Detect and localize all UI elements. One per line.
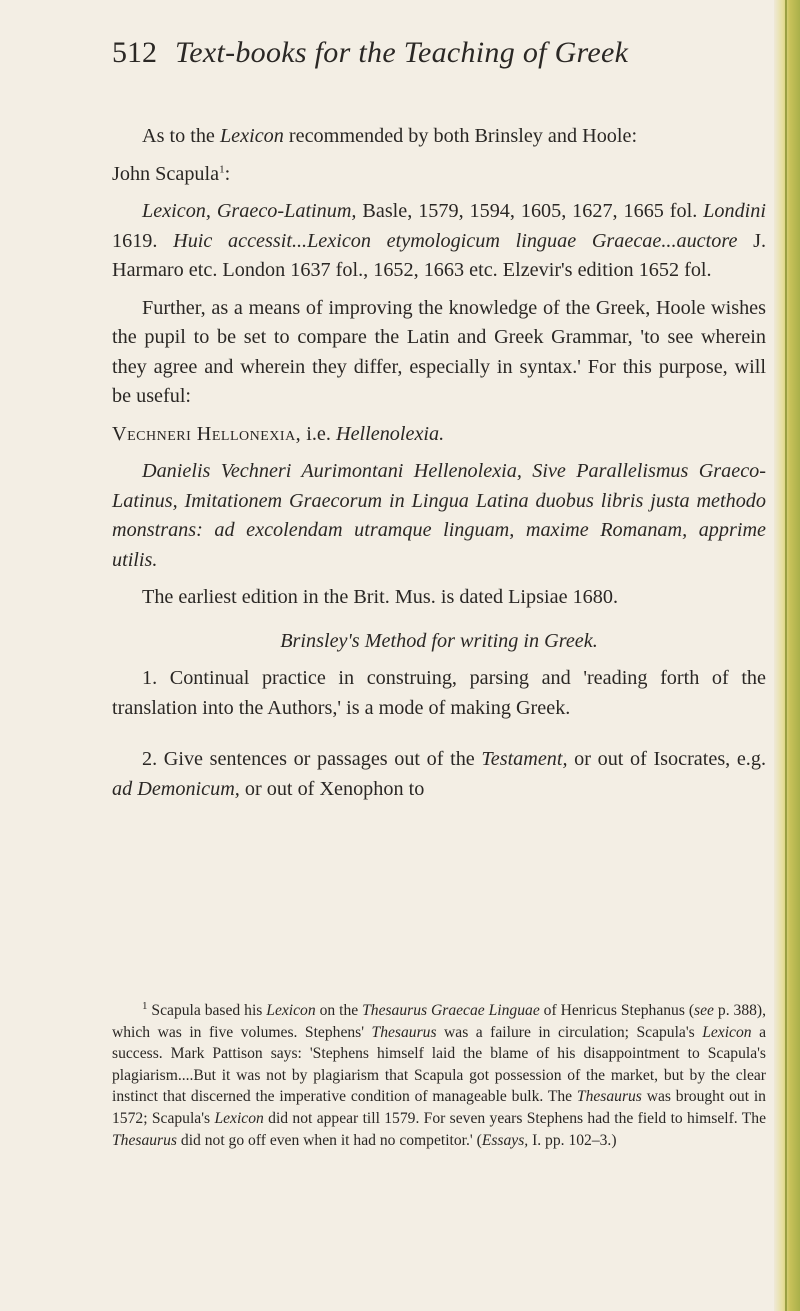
text-run: was brought out in 1572; Scapula's bbox=[112, 1088, 766, 1127]
lexicon-entry bbox=[112, 197, 766, 286]
main-text bbox=[112, 122, 766, 804]
text-run: J. Harmaro etc. London 1637 fol., 1652, 1663 etc. Elzevir's edition 1652 fol. bbox=[112, 229, 766, 281]
footnote-mark: 1 bbox=[142, 999, 148, 1012]
text-run-italic: Thesaurus bbox=[371, 1023, 437, 1041]
text-run: 1619. bbox=[112, 229, 174, 252]
text-run: recommended by both Brinsley and Hoole: bbox=[283, 125, 638, 147]
text-run: on the bbox=[315, 1002, 363, 1019]
footnote bbox=[112, 1000, 766, 1151]
text-run: Scapula based his bbox=[147, 1002, 267, 1019]
text-run: As to the bbox=[142, 125, 220, 147]
text-run-italic: Lexicon bbox=[214, 1109, 264, 1127]
text-run: did not go off even when it had no competitor.' ( bbox=[177, 1131, 482, 1149]
method-item-1: 1. Continual practice in construing, parsing and 'reading forth of the translation into the Authors,' is a mode of making Greek. bbox=[112, 667, 766, 719]
text-run: i.e. bbox=[301, 422, 336, 445]
footnote-reference: 1 bbox=[219, 162, 225, 175]
text-run-italic: ad Demonicum, bbox=[112, 777, 240, 800]
vechner-heading bbox=[112, 420, 766, 450]
text-run: did not appear till 1579. For seven years Stephens had the field to himself. The bbox=[263, 1109, 767, 1127]
text-run: a success. Mark Pattison says: 'Stephens himself laid the blame of his disappointment to Scapula's plagiarism....But it was not by plagiarism that Scapula got possession of the market, but by the clear instinct that discerned the imperative condition of manageable bulk. The bbox=[112, 1023, 766, 1106]
text-run-italic: Lexicon bbox=[219, 125, 284, 147]
intro-paragraph bbox=[112, 122, 766, 152]
earliest-edition: The earliest edition in the Brit. Mus. is dated Lipsiae 1680. bbox=[142, 586, 618, 608]
text-run-italic: Lexicon, Graeco-Latinum, bbox=[142, 200, 357, 222]
text-run-italic: Hellenolexia. bbox=[336, 422, 445, 445]
text-run-italic: Testament, bbox=[481, 748, 568, 770]
page-edge bbox=[774, 0, 800, 1311]
text-run: p. 388), which was in five volumes. Stephens' bbox=[112, 1002, 767, 1041]
text-run-italic: Lexicon bbox=[702, 1023, 752, 1041]
text-run: was a failure in circulation; Scapula's bbox=[436, 1023, 703, 1041]
text-run-small-caps: Vechneri Hellonexia, bbox=[112, 422, 302, 445]
section-heading: Brinsley's Method for writing in Greek. bbox=[280, 629, 598, 652]
author-name: John Scapula bbox=[112, 162, 220, 185]
running-title: Text-books for the Teaching of Greek bbox=[175, 36, 629, 69]
text-run: or out of Isocrates, e.g. bbox=[567, 748, 766, 770]
text-run: 2. Give sentences or passages out of the bbox=[142, 748, 482, 770]
text-run-italic: Essays, bbox=[481, 1131, 529, 1149]
method-item-2 bbox=[112, 745, 766, 804]
page-edge-line bbox=[785, 0, 787, 1311]
footnote-text bbox=[112, 1000, 766, 1151]
text-run-italic: Londini bbox=[703, 200, 766, 222]
text-run: I. pp. 102–3.) bbox=[528, 1131, 617, 1149]
text-run: or out of Xenophon to bbox=[239, 777, 425, 800]
scapula-heading bbox=[112, 160, 766, 190]
text-run-italic: Huic accessit...Lexicon etymologicum linguae Graecae...auctore bbox=[173, 229, 738, 252]
text-run: Basle, 1579, 1594, 1605, 1627, 1665 fol. bbox=[356, 200, 704, 222]
text-run-italic: Thesaurus bbox=[112, 1131, 177, 1149]
text-run: : bbox=[224, 162, 231, 185]
text-run: of Henricus Stephanus ( bbox=[539, 1002, 695, 1019]
text-run-italic: see bbox=[694, 1002, 714, 1019]
danielis-entry: Danielis Vechneri Aurimontani Hellenolexia, Sive Parallelismus Graeco-Latinus, Imitationem Graecorum in Lingua Latina duobus libris justa methodo monstrans: ad excolendam utramque linguam, maxime Romanam, apprime utilis. bbox=[112, 460, 766, 571]
running-header bbox=[112, 36, 752, 80]
page-number: 512 bbox=[112, 36, 157, 69]
text-run-italic: Lexicon bbox=[266, 1002, 316, 1019]
further-paragraph: Further, as a means of improving the knowledge of the Greek, Hoole wishes the pupil to be set to compare the Latin and Greek Grammar, 'to see wherein they agree and wherein they differ, especially in syntax.' For this purpose, will be useful: bbox=[112, 296, 766, 407]
text-run-italic: Thesaurus bbox=[576, 1088, 642, 1106]
text-run-italic: Thesaurus Graecae Linguae bbox=[362, 1002, 540, 1019]
